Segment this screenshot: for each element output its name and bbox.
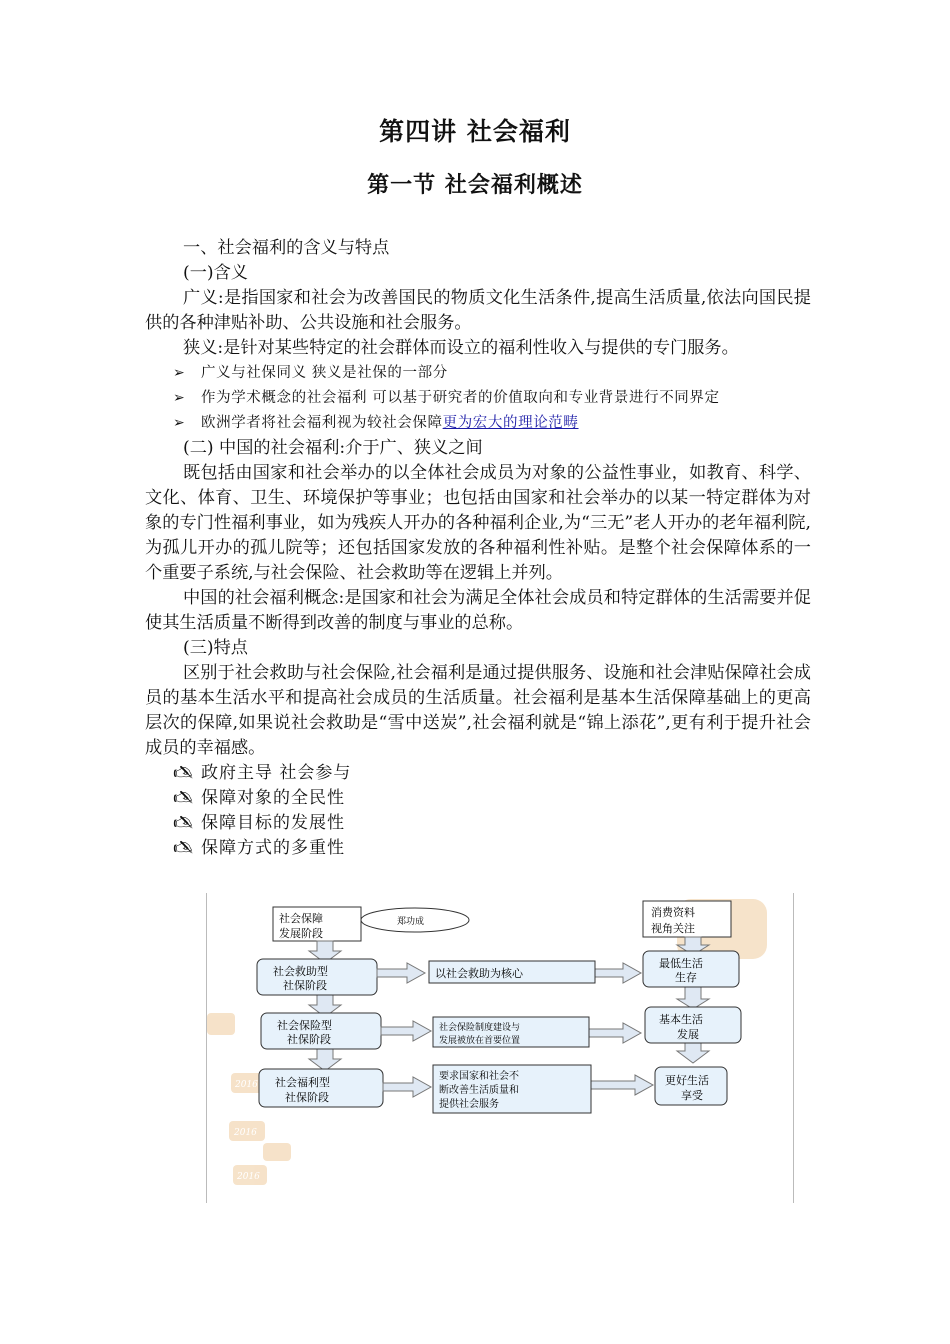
core-text: 要求国家和社会不 [439, 1071, 519, 1082]
watermark-text: 2016 [235, 1080, 258, 1090]
core-text: 发展被放在首要位置 [439, 1036, 521, 1046]
arrow-bullet-icon: ➢ [173, 365, 186, 381]
bullet-item [145, 411, 811, 436]
china-concept-paragraph: 中国的社会福利概念:是国家和社会为满足全体社会成员和特定群体的生活需要并促使其生活质量不断得到改善的制度与事业的总称。 [145, 588, 811, 633]
hand-pointer-icon: 🖎 [173, 838, 195, 858]
right-arrow [383, 1077, 431, 1097]
core-text: 以社会救助为核心 [435, 967, 523, 980]
heading-meaning-features: 一、社会福利的含义与特点 [183, 238, 390, 258]
level-text: 享受 [681, 1089, 703, 1102]
feature-item: 🖎 保障目标的发展性 [145, 811, 811, 836]
feature-item: 🖎 保障对象的全民性 [145, 786, 811, 811]
hand-pointer-icon: 🖎 [173, 763, 195, 783]
broad-definition: 广义:是指国家和社会为改善国民的物质文化生活条件,提高生活质量,依法向国民提供的各种津贴补助、公共设施和社会服务。 [145, 288, 811, 333]
welfare-stage-diagram [206, 893, 794, 1203]
stage-header-line1: 社会保障 [279, 912, 323, 925]
stage-label-line2: 社保阶段 [283, 979, 327, 992]
level-text: 基本生活 [659, 1013, 703, 1026]
bullet-text: 欧洲学者将社会福利视为较社会保障 [201, 415, 443, 431]
watermark-text: 2016 [234, 1128, 257, 1138]
theory-link[interactable]: 更为宏大的理论范畴 [442, 415, 579, 431]
level-text: 最低生活 [659, 957, 703, 970]
right-arrow [591, 1075, 653, 1095]
stage-label-line1: 社会保险型 [277, 1019, 332, 1032]
core-text: 社会保险制度建设与 [439, 1023, 521, 1033]
core-text: 断改善生活质量和 [439, 1085, 519, 1096]
level-text: 生存 [675, 971, 697, 984]
trend-label: 郑功成 [397, 917, 425, 927]
china-welfare-paragraph: 既包括由国家和社会举办的以全体社会成员为对象的公益性事业，如教育、科学、文化、体育、卫生、环境保护等事业；也包括由国家和社会举办的以某一特定群体为对象的专门性福利事业，如为残疾人开办的各种福利企业,为“三无”老人开办的老年福利院,为孤儿开办的孤儿院等；还包括国家发放的各种福利性补贴。是整个社会保障体系的一个重要子系统,与社会保险、社会救助等在逻辑上并列。 [145, 463, 811, 583]
subheading-meaning: (一)含义 [183, 263, 248, 283]
consume-header-line1: 消费资料 [651, 906, 695, 919]
core-text: 提供社会服务 [439, 1099, 499, 1110]
down-arrow [677, 1043, 709, 1063]
bullet-text: 作为学术概念的社会福利 可以基于研究者的价值取向和专业背景进行不同界定 [201, 390, 720, 406]
features-paragraph: 区别于社会救助与社会保险,社会福利是通过提供服务、设施和社会津贴保障社会成员的基本生活水平和提高社会成员的生活质量。社会福利是基本生活保障基础上的更高层次的保障,如果说社会救助是“雪中送炭”,社会福利就是“锦上添花”,更有利于提升社会成员的幸福感。 [145, 663, 811, 758]
consume-header-line2: 视角关注 [651, 922, 695, 935]
down-arrow [677, 987, 709, 1009]
down-arrow [309, 1047, 341, 1071]
subheading-features: (三)特点 [183, 638, 248, 658]
feature-item: 🖎 政府主导 社会参与 [145, 761, 811, 786]
hand-pointer-icon: 🖎 [173, 813, 195, 833]
stage-label-line2: 社保阶段 [287, 1033, 331, 1046]
feature-item: 🖎 保障方式的多重性 [145, 836, 811, 861]
watermark-text: 2016 [237, 1172, 260, 1182]
stage-header-line2: 发展阶段 [279, 927, 323, 940]
stage-label-line2: 社保阶段 [285, 1091, 329, 1104]
bullet-item [145, 361, 811, 386]
bullet-item [145, 386, 811, 411]
right-arrow [595, 963, 641, 983]
section-title: 第一节 社会福利概述 [367, 173, 583, 198]
lecture-title: 第四讲 社会福利 [379, 117, 571, 146]
stage-label-line1: 社会救助型 [273, 965, 328, 978]
right-arrow [377, 963, 425, 983]
arrow-bullet-icon: ➢ [173, 390, 186, 406]
body-text [145, 236, 811, 861]
right-arrow [589, 1023, 641, 1043]
level-text: 更好生活 [665, 1074, 709, 1087]
subheading-china: (二) 中国的社会福利:介于广、狭义之间 [183, 438, 483, 458]
bullet-text: 广义与社保同义 狭义是社保的一部分 [201, 365, 448, 381]
hand-pointer-icon: 🖎 [173, 788, 195, 808]
narrow-definition: 狭义:是针对某些特定的社会群体而设立的福利性收入与提供的专门服务。 [183, 338, 739, 358]
right-arrow [381, 1021, 431, 1041]
arrow-bullet-icon: ➢ [173, 415, 186, 431]
level-text: 发展 [677, 1028, 699, 1041]
stage-label-line1: 社会福利型 [275, 1076, 330, 1089]
